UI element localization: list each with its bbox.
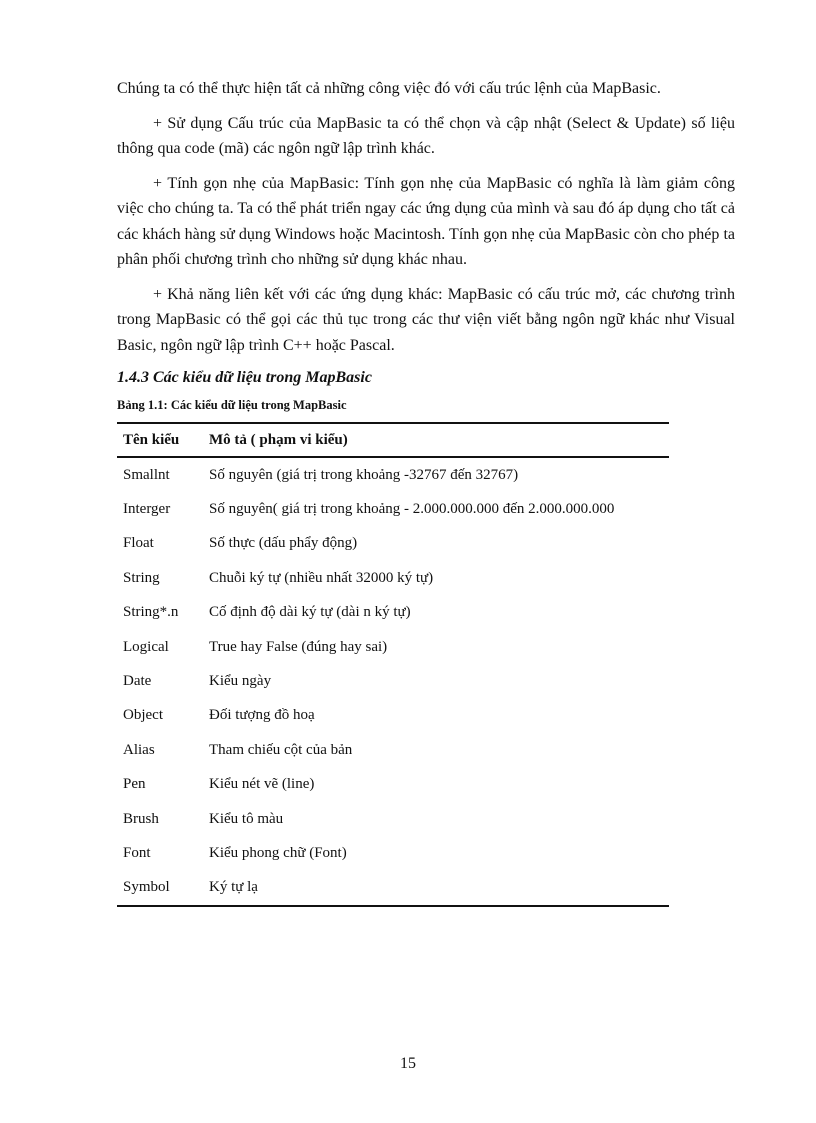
type-description-cell: Đối tượng đồ hoạ [209, 707, 315, 724]
paragraph-select-update: + Sử dụng Cấu trúc của MapBasic ta có thể chọn và cập nhật (Select & Update) số liệu thông qua code (mã) các ngôn ngữ lập trình khác. [117, 114, 735, 157]
type-description-cell: Ký tự lạ [209, 879, 258, 896]
type-name-cell: Logical [123, 638, 169, 655]
table-row [117, 527, 669, 561]
type-description-cell: Chuỗi ký tự (nhiều nhất 32000 ký tự) [209, 569, 434, 586]
type-name-cell: Date [123, 673, 152, 690]
header-type-name: Tên kiểu [123, 431, 180, 448]
type-name-cell: Brush [123, 810, 159, 827]
table-row [117, 836, 669, 870]
type-name-cell: Object [123, 707, 163, 724]
data-types-table [117, 422, 669, 907]
table-row [117, 699, 669, 733]
table-row [117, 457, 669, 492]
type-description-cell: Cố định độ dài ký tự (dài n ký tự) [209, 604, 411, 621]
type-description-cell: Kiểu nét vẽ (line) [209, 776, 315, 793]
type-description-cell: Số thực (dấu phẩy động) [209, 535, 358, 552]
type-description-cell: Số nguyên (giá trị trong khoảng -32767 đến 32767) [209, 466, 519, 483]
table-row [117, 561, 669, 595]
type-name-cell: String [123, 569, 160, 586]
table-row [117, 630, 669, 664]
table-row [117, 871, 669, 906]
type-description-cell: Tham chiếu cột của bản [209, 741, 353, 758]
section-heading: 1.4.3 Các kiểu dữ liệu trong MapBasic [117, 369, 372, 386]
table-row [117, 492, 669, 526]
table-caption: Bảng 1.1: Các kiểu dữ liệu trong MapBasic [117, 398, 347, 412]
type-description-cell: True hay False (đúng hay sai) [209, 638, 388, 655]
table-row [117, 768, 669, 802]
table-row [117, 596, 669, 630]
page-number: 15 [400, 1055, 416, 1072]
type-description-cell: Kiểu tô màu [209, 810, 284, 827]
document-page [117, 76, 735, 907]
table-row [117, 664, 669, 698]
type-name-cell: Pen [123, 776, 146, 793]
type-name-cell: Alias [123, 741, 155, 758]
table-row [117, 802, 669, 836]
table-row [117, 733, 669, 767]
type-name-cell: Smallnt [123, 466, 170, 483]
paragraph-lightweight: + Tính gọn nhẹ của MapBasic: Tính gọn nhẹ của MapBasic có nghĩa là làm giảm công việc cho chúng ta. Ta có thể phát triển ngay các ứng dụng của mình và sau đó áp dụng cho tất cả các khách hàng sử dụng Windows hoặc Macintosh. Tính gọn nhẹ của MapBasic còn cho phép ta phân phối chương trình cho những sử dụng khác nhau. [117, 174, 735, 268]
type-name-cell: String*.n [123, 604, 179, 621]
paragraph-interoperability: + Khả năng liên kết với các ứng dụng khác: MapBasic có cấu trúc mở, các chương trình trong MapBasic có thể gọi các thủ tục trong các thư viện viết bằng ngôn ngữ khác như Visual Basic, ngôn ngữ lập trình C++ hoặc Pascal. [117, 285, 735, 354]
header-description: Mô tả ( phạm vi kiểu) [209, 431, 348, 448]
type-name-cell: Symbol [123, 879, 170, 896]
type-description-cell: Số nguyên( giá trị trong khoảng - 2.000.000.000 đến 2.000.000.000 [209, 501, 615, 518]
type-name-cell: Interger [123, 501, 171, 518]
type-name-cell: Float [123, 535, 154, 552]
table-header-row [117, 423, 669, 457]
paragraph-intro: Chúng ta có thể thực hiện tất cả những công việc đó với cấu trúc lệnh của MapBasic. [117, 80, 661, 97]
type-name-cell: Font [123, 844, 151, 861]
type-description-cell: Kiểu phong chữ (Font) [209, 844, 347, 861]
type-description-cell: Kiểu ngày [209, 673, 272, 690]
